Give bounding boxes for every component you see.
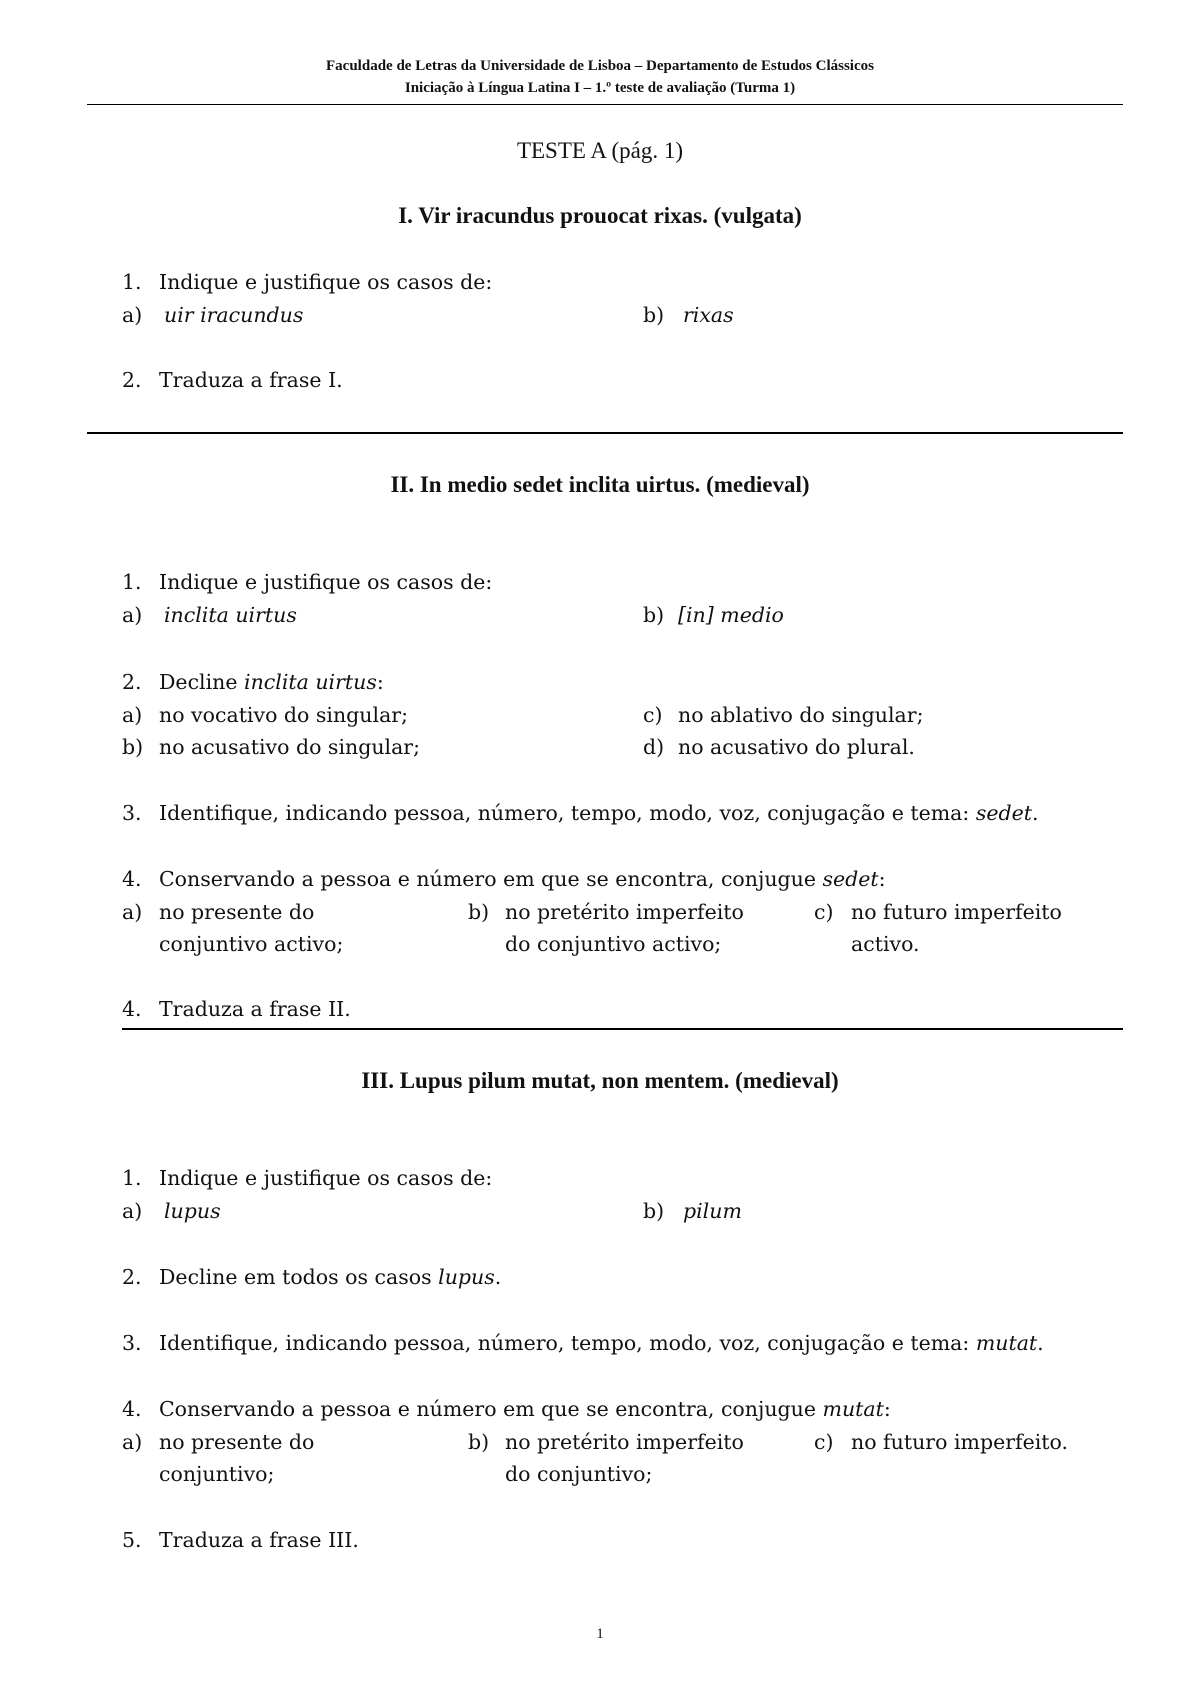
s1-q1-b-label: b)	[643, 303, 665, 327]
s3-q3-number: 3.	[122, 1331, 142, 1355]
s2-q1-b-term: medio	[720, 603, 784, 627]
section-divider-2	[122, 1028, 1123, 1030]
s3-q5-number: 5.	[122, 1528, 142, 1552]
page-number: 1	[596, 1626, 604, 1642]
s3-q3-term: mutat	[975, 1331, 1038, 1355]
s2-q3-term: sedet	[975, 801, 1032, 825]
s3-q4-b-line1: no pretérito imperfeito	[505, 1430, 744, 1454]
s2-q4-c-line2: activo.	[851, 932, 920, 956]
s2-q4-colon: :	[878, 867, 886, 891]
s2-q4-b-line1: no pretérito imperfeito	[505, 900, 744, 924]
s1-q1-text: Indique e justifique os casos de:	[159, 270, 493, 294]
s2-q1-number: 1.	[122, 570, 142, 594]
s3-q1-number: 1.	[122, 1166, 142, 1190]
s2-q4-b-label: b)	[468, 900, 490, 924]
s2-q1-b-label: b)	[643, 603, 665, 627]
s3-q5-text: Traduza a frase III.	[159, 1528, 359, 1552]
s2-q4-term: sedet	[822, 867, 879, 891]
s1-q2-text: Traduza a frase I.	[159, 368, 343, 392]
s2-q4-a-line2: conjuntivo activo;	[159, 932, 344, 956]
s2-q2-c-label: c)	[643, 703, 663, 727]
header-course: Iniciação à Língua Latina I – 1.º teste de avaliação (Turma 1)	[404, 80, 796, 96]
s1-q2-number: 2.	[122, 368, 142, 392]
s2-q3-text: Identifique, indicando pessoa, número, tempo, modo, voz, conjugação e tema:	[159, 801, 976, 825]
s3-q4-a-label: a)	[122, 1430, 143, 1454]
s3-q1-b-label: b)	[643, 1199, 665, 1223]
s3-q1-a-label: a)	[122, 1199, 143, 1223]
s3-q4-b-line2: do conjuntivo;	[505, 1462, 653, 1486]
s2-q5-text: Traduza a frase II.	[159, 997, 351, 1021]
s3-q2-text: Decline em todos os casos	[159, 1265, 439, 1289]
s2-q4-c-label: c)	[814, 900, 834, 924]
s3-q4-a-line2: conjuntivo;	[159, 1462, 275, 1486]
section-1-heading: I. Vir iracundus prouocat rixas. (vulgata)	[398, 203, 802, 228]
s3-q4-c-label: c)	[814, 1430, 834, 1454]
s2-q2-a-text: no vocativo do singular;	[159, 703, 408, 727]
s2-q2-d-label: d)	[643, 735, 665, 759]
s2-q4-b-line2: do conjuntivo activo;	[505, 932, 722, 956]
s3-q2-period: .	[494, 1265, 502, 1289]
header-institution: Faculdade de Letras da Universidade de Lisboa – Departamento de Estudos Clássicos	[326, 58, 874, 74]
s3-q1-a-term: lupus	[164, 1199, 221, 1223]
s2-q4-c-line1: no futuro imperfeito	[851, 900, 1062, 924]
section-divider-1	[87, 432, 1123, 434]
s2-q2-b-label: b)	[122, 735, 144, 759]
header-divider	[87, 104, 1123, 105]
s3-q1-b-term: pilum	[683, 1199, 742, 1223]
s2-q2-d-text: no acusativo do plural.	[678, 735, 915, 759]
s3-q4-number: 4.	[122, 1397, 142, 1421]
s3-q3-text: Identifique, indicando pessoa, número, tempo, modo, voz, conjugação e tema:	[159, 1331, 976, 1355]
s1-q1-a-label: a)	[122, 303, 143, 327]
s3-q1-text: Indique e justifique os casos de:	[159, 1166, 493, 1190]
s2-q2-b-text: no acusativo do singular;	[159, 735, 421, 759]
page-title: TESTE A (pág. 1)	[516, 138, 684, 163]
s3-q3-period: .	[1037, 1331, 1044, 1355]
s1-q1-b-term: rixas	[683, 303, 734, 327]
s3-q4-c-line1: no futuro imperfeito.	[851, 1430, 1069, 1454]
s3-q4-b-label: b)	[468, 1430, 490, 1454]
s2-q1-a-term: inclita uirtus	[164, 603, 297, 627]
s3-q4-text: Conservando a pessoa e número em que se encontra, conjugue	[159, 1397, 823, 1421]
s2-q2-number: 2.	[122, 670, 142, 694]
s2-q1-a-label: a)	[122, 603, 143, 627]
s2-q4-a-line1: no presente do	[159, 900, 315, 924]
s2-q2-term: inclita uirtus	[244, 670, 377, 694]
s2-q2-colon: :	[376, 670, 384, 694]
s2-q2-text: Decline	[159, 670, 245, 694]
s2-q4-text: Conservando a pessoa e número em que se encontra, conjugue	[159, 867, 823, 891]
s2-q5-number: 4.	[122, 997, 142, 1021]
s2-q4-a-label: a)	[122, 900, 143, 924]
s3-q2-term: lupus	[438, 1265, 495, 1289]
s2-q3-period: .	[1031, 801, 1039, 825]
section-3-heading: III. Lupus pilum mutat, non mentem. (medieval)	[361, 1068, 839, 1093]
s2-q1-text: Indique e justifique os casos de:	[159, 570, 493, 594]
s2-q4-number: 4.	[122, 867, 142, 891]
s2-q1-b-bracket: [in]	[678, 603, 714, 627]
s3-q4-a-line1: no presente do	[159, 1430, 315, 1454]
s1-q1-number: 1.	[122, 270, 142, 294]
s2-q3-number: 3.	[122, 801, 142, 825]
s3-q4-term: mutat	[822, 1397, 884, 1421]
s2-q2-a-label: a)	[122, 703, 143, 727]
s3-q4-colon: :	[883, 1397, 891, 1421]
s2-q2-c-text: no ablativo do singular;	[678, 703, 924, 727]
s1-q1-a-term: uir iracundus	[164, 303, 304, 327]
section-2-heading: II. In medio sedet inclita uirtus. (medieval)	[390, 472, 810, 497]
s3-q2-number: 2.	[122, 1265, 142, 1289]
